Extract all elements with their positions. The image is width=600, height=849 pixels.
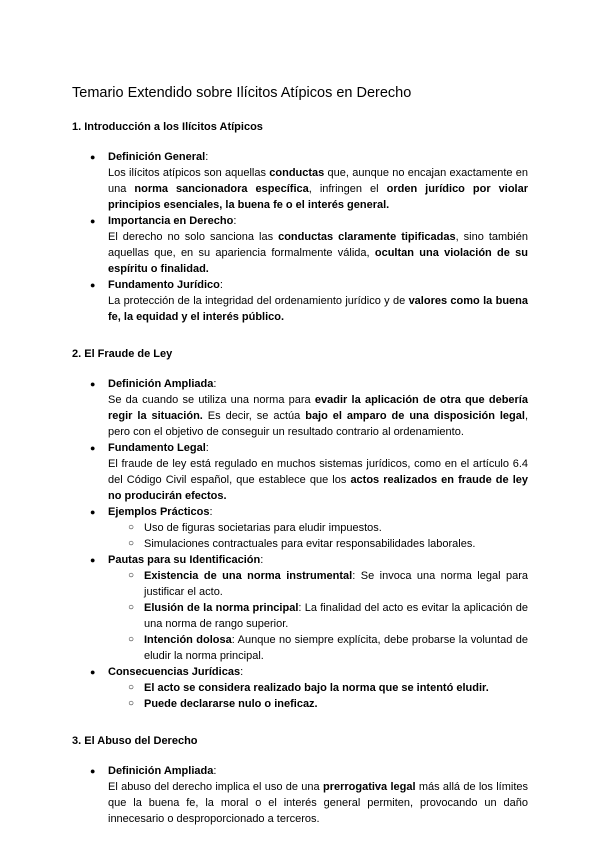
- document-title: Temario Extendido sobre Ilícitos Atípicos en Derecho: [72, 85, 412, 101]
- list-item: ● Fundamento Jurídico: La protección de la integridad del ordenamiento jurídico y de valores como la buena fe, la equidad y el interés público.: [90, 279, 528, 323]
- item-label: Definición Ampliada: [108, 378, 214, 390]
- sub-list-item: ○ Intención dolosa: Aunque no siempre explícita, debe probarse la voluntad de eludir la norma principal.: [128, 634, 528, 662]
- bullet-icon: ●: [90, 766, 96, 776]
- circle-bullet-icon: ○: [128, 570, 135, 581]
- list-item: ● Consecuencias Jurídicas: ○ El acto se considera realizado bajo la norma que se intentó eludir. ○ Puede declararse nulo o ineficaz.: [72, 664, 528, 712]
- section-abuso-del-derecho: [72, 734, 528, 827]
- item-body: La protección de la integridad del ordenamiento jurídico y de valores como la buena fe, la equidad y el interés público.: [108, 295, 528, 323]
- list-item: ● Pautas para su Identificación: ○ Existencia de una norma instrumental: Se invoca una norma legal para justificar el acto. ○ Elusión de la norma principal: La finalidad del acto es evitar la aplicación de una norma de rango superior. ○ Intención dolosa: Aunque no siempre explícita, debe probarse la voluntad de eludir la norma principal.: [90, 554, 529, 662]
- list-item: ● Importancia en Derecho: El derecho no solo sanciona las conductas claramente tipificadas, sino también aquellas que, en su apariencia formalmente válida, ocultan una violación de su espíritu o finalidad.: [90, 215, 529, 275]
- item-label: Consecuencias Jurídicas: [108, 666, 241, 678]
- sub-list-item: ○ El acto se considera realizado bajo la norma que se intentó eludir.: [128, 682, 489, 694]
- circle-bullet-icon: ○: [128, 538, 135, 549]
- item-body: El fraude de ley está regulado en muchos sistemas jurídicos, como en el artículo 6.4 del Código Civil español, que establece que los actos realizados en fraude de ley no producirán efectos.: [108, 458, 528, 502]
- list-item: ● Definición General: Los ilícitos atípicos son aquellas conductas que, aunque no encajan exactamente en una norma sancionadora específica, infringen el orden jurídico por violar principios esenciales, la buena fe o el interés general.: [90, 151, 528, 211]
- section-heading: 3. El Abuso del Derecho: [72, 735, 198, 747]
- circle-bullet-icon: ○: [128, 698, 135, 709]
- sub-list-item: ○ Existencia de una norma instrumental: Se invoca una norma legal para justificar el acto.: [128, 570, 529, 598]
- bullet-icon: ●: [90, 280, 96, 290]
- section-heading: 2. El Fraude de Ley: [72, 348, 173, 360]
- document-page: [72, 84, 528, 849]
- bullet-icon: ●: [90, 379, 96, 389]
- item-label: Definición General: [108, 151, 206, 163]
- list-item: ● Definición Ampliada: El abuso del derecho implica el uso de una prerrogativa legal más allá de los límites que la buena fe, la moral o el interés general permiten, provocando un daño innecesario o desproporcionado a terceros.: [90, 765, 528, 825]
- list-item: ● Fundamento Legal: El fraude de ley está regulado en muchos sistemas jurídicos, como en el artículo 6.4 del Código Civil español, que establece que los actos realizados en fraude de ley no producirán efectos.: [90, 442, 528, 502]
- section-fraude-de-ley: [72, 347, 528, 712]
- list-item: ● Definición Ampliada: Se da cuando se utiliza una norma para evadir la aplicación de otra que debería regir la situación. Es decir, se actúa bajo el amparo de una disposición legal, pero con el objetivo de conseguir un resultado contrario al ordenamiento.: [90, 378, 529, 438]
- bullet-icon: ●: [90, 507, 96, 517]
- item-label: Definición Ampliada: [108, 765, 214, 777]
- circle-bullet-icon: ○: [128, 602, 135, 613]
- sub-list-item: ○ Elusión de la norma principal: La finalidad del acto es evitar la aplicación de una norma de rango superior.: [128, 602, 528, 630]
- section-heading: 1. Introducción a los Ilícitos Atípicos: [72, 121, 263, 133]
- bullet-icon: ●: [90, 555, 96, 565]
- sub-list-item: ○ Simulaciones contractuales para evitar responsabilidades laborales.: [128, 538, 476, 550]
- item-label: Pautas para su Identificación: [108, 554, 261, 566]
- item-label: Fundamento Legal: [108, 442, 206, 454]
- item-label: Importancia en Derecho: [108, 215, 234, 227]
- circle-bullet-icon: ○: [128, 634, 135, 645]
- item-body: El derecho no solo sanciona las conductas claramente tipificadas, sino también aquellas que, en su apariencia formalmente válida, ocultan una violación de su espíritu o finalidad.: [108, 231, 529, 275]
- item-body: Los ilícitos atípicos son aquellas conductas que, aunque no encajan exactamente en una norma sancionadora específica, infringen el orden jurídico por violar principios esenciales, la buena fe o el interés general.: [108, 167, 528, 211]
- item-body: El abuso del derecho implica el uso de una prerrogativa legal más allá de los límites que la buena fe, la moral o el interés general permiten, provocando un daño innecesario o desproporcionado a terceros.: [108, 781, 528, 825]
- section-introduccion: [72, 120, 528, 325]
- item-label: Fundamento Jurídico: [108, 279, 220, 291]
- bullet-icon: ●: [90, 443, 96, 453]
- bullet-icon: ●: [90, 216, 96, 226]
- item-label: Ejemplos Prácticos: [108, 506, 210, 518]
- bullet-icon: ●: [90, 667, 96, 677]
- item-body: Se da cuando se utiliza una norma para evadir la aplicación de otra que debería regir la situación. Es decir, se actúa bajo el amparo de una disposición legal, pero con el objetivo de conseguir un resultado contrario al ordenamiento.: [108, 394, 529, 438]
- list-item: ● Ejemplos Prácticos: ○ Uso de figuras societarias para eludir impuestos. ○ Simulaciones contractuales para evitar responsabilidades laborales.: [72, 504, 528, 552]
- sub-list-item: ○ Uso de figuras societarias para eludir impuestos.: [128, 522, 382, 534]
- bullet-icon: ●: [90, 152, 96, 162]
- circle-bullet-icon: ○: [128, 522, 135, 533]
- circle-bullet-icon: ○: [128, 682, 135, 693]
- sub-list-item: ○ Puede declararse nulo o ineficaz.: [128, 698, 318, 710]
